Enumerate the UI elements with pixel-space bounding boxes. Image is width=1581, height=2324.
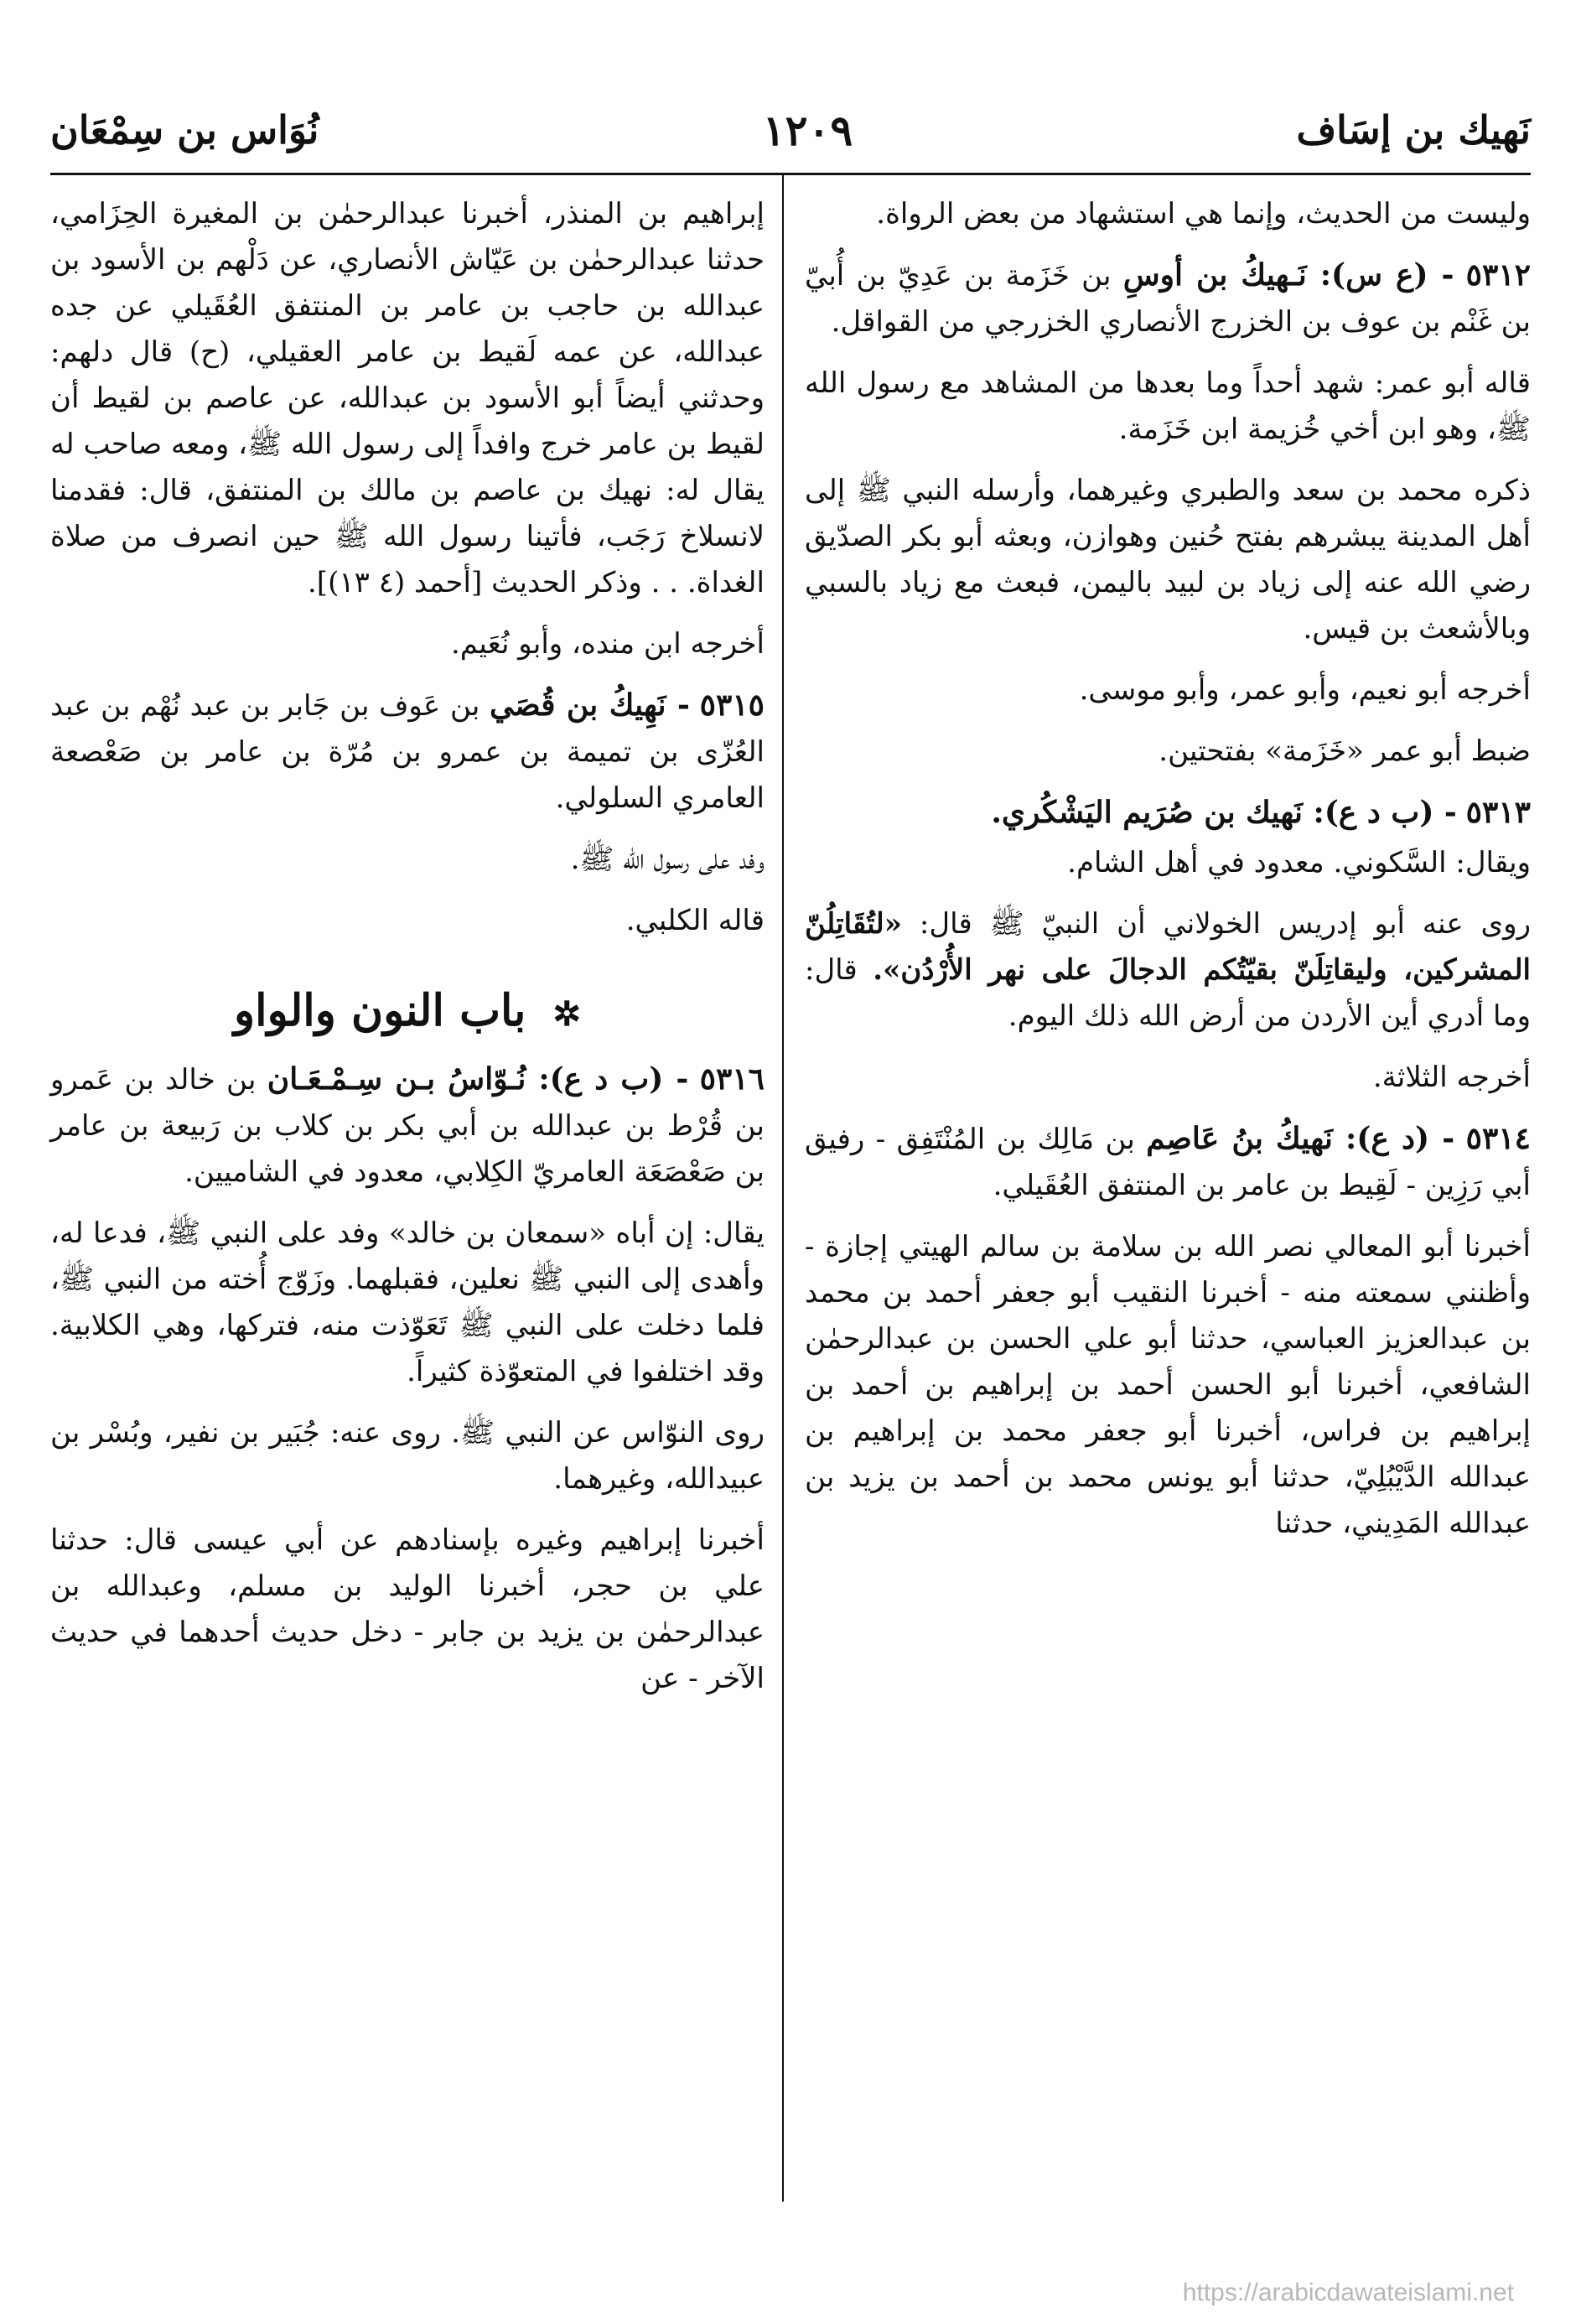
paragraph: وليست من الحديث، وإنما هي استشهاد من بعض الرواة. <box>876 197 1531 231</box>
left-column <box>50 191 765 1717</box>
paragraph: أخبرنا أبو المعالي نصر الله بن سلامة بن سالم الهيتي إجازة - وأظنني سمعته منه - أخبرنا النقيب أبو جعفر أحمد بن محمد بن عبدالعزيز العباسي، حدثنا أبو علي الحسن بن عبدالرحمٰن الشافعي، أخبرنا أبو الحسن أحمد بن إبراهيم بن أحمد بن إبراهيم بن فراس، أخبرنا أبو جعفر محمد بن إبراهيم بن عبدالله الدَّيْبُلِيّ، حدثنا أبو يونس محمد بن أحمد بن يزيد بن عبدالله المَدِيني، حدثنا <box>805 1230 1531 1540</box>
hadith-rest: قال: وما أدري أين الأردن من أرض الله ذلك اليوم. <box>805 953 1531 1033</box>
paragraph: يقال: إن أباه «سمعان بن خالد» وفد على النبي ﷺ، فدعا له، وأهدى إلى النبي ﷺ نعلين، فقبلهما. وزَوّج أُخته من النبي ﷺ، فلما دخلت على النبي ﷺ تَعَوّذت منه، فتركها، وهي الكلابية. وقد اختلفوا في المتعوّذة كثيراً. <box>50 1216 765 1388</box>
paragraph: روى النوّاس عن النبي ﷺ. روى عنه: جُبَير بن نفير، وبُسْر بن عبيدالله، وغيرهما. <box>50 1416 765 1496</box>
hadith-intro: روى عنه أبو إدريس الخولاني أن النبيّ ﷺ قال: <box>919 907 1531 941</box>
entry-title: - (د ع): نَهيكُ بنُ عَاصِم <box>1146 1121 1455 1156</box>
header-rule <box>50 173 1531 175</box>
entry-title: - (ع س): نَـهيكُ بن أوسِ <box>1122 257 1454 293</box>
entry-5316 <box>50 1056 765 1196</box>
entry-text: بن خَزَمة بن عَدِيّ بن أُبيّ بن غَنْم بن عوف بن الخزرج الأنصاري الخزرجي من القواقل. <box>805 259 1531 339</box>
section-heading <box>50 978 765 1048</box>
paragraph: وفد على رسول الله ﷺ. <box>570 843 765 876</box>
entry-5315 <box>50 682 765 822</box>
entry-title: - نَهِيكُ بن قُصَي <box>490 687 690 723</box>
paragraph: قاله الكلبي. <box>625 904 765 937</box>
entry-title: - (ب د ع): نَهيك بن صُرَيم اليَشْكُري. <box>991 795 1457 830</box>
running-header <box>50 92 1531 168</box>
paragraph: أخرجه أبو نعيم، وأبو عمر، وأبو موسى. <box>1079 673 1531 707</box>
entry-number: ٥٣١٤ <box>1465 1121 1531 1156</box>
entry-5312 <box>805 252 1531 345</box>
entry-text: ويقال: السَّكوني. معدود في أهل الشام. <box>1067 846 1531 879</box>
page-number: ١٢٠٩ <box>762 105 853 155</box>
paragraph: ضبط أبو عمر «خَزَمة» بفتحتين. <box>1159 734 1531 768</box>
header-right-title: نَهيك بن إسَاف <box>1296 107 1531 153</box>
entry-title: - (ب د ع): نُـوّاسُ بـن سِـمْـعَـان <box>267 1061 689 1097</box>
hadith-quote: «لتُقَاتِلُنّ المشركين، وليقاتِلَنّ بقيّتُكم الدجالَ على نهر الأُرْدُن». <box>805 907 1531 987</box>
hadith-paragraph <box>805 901 1531 1040</box>
paragraph: ذكره محمد بن سعد والطبري وغيرهما، وأرسله النبي ﷺ إلى أهل المدينة يبشرهم بفتح حُنين وهوازن، وبعثه أبو بكر الصدّيق رضي الله عنه إلى زياد بن لبيد باليمن، فبعث مع زياد بالسبي وبالأشعث بن قيس. <box>805 474 1531 646</box>
watermark-url: https://arabicdawateislami.net <box>1182 2279 1514 2306</box>
column-divider <box>782 173 784 2202</box>
paragraph: أخبرنا إبراهيم وغيره بإسنادهم عن أبي عيسى قال: حدثنا علي بن حجر، أخبرنا الوليد بن مسلم، وعبدالله بن عبدالرحمٰن بن يزيد بن جابر - دخل حديث أحدهما في حديث الآخر - عن <box>50 1523 765 1695</box>
paragraph: قاله أبو عمر: شهد أحداً وما بعدها من المشاهد مع رسول الله ﷺ، وهو ابن أخي خُزيمة ابن خَزَمة. <box>805 366 1532 446</box>
entry-text: بن عَوف بن جَابر بن عبد نُهْم بن عبد العُزّى بن تميمة بن عمرو بن مُرّة بن عامر بن صَعْصعة العامري السلولي. <box>50 689 765 815</box>
entry-5314 <box>805 1116 1531 1209</box>
entry-number: ٥٣١٣ <box>1465 795 1531 830</box>
star-ornament-icon: ✲ <box>552 994 581 1034</box>
paragraph: أخرجه الثلاثة. <box>1372 1061 1531 1094</box>
entry-number: ٥٣١٢ <box>1465 257 1531 293</box>
entry-text: بن مَالِك بن المُنْتَفِق - رفيق أبي رَزِين - لَقِيط بن عامر بن المنتفق العُقَيلي. <box>805 1123 1531 1202</box>
right-column <box>805 191 1531 1562</box>
entry-number: ٥٣١٥ <box>699 687 765 723</box>
entry-number: ٥٣١٦ <box>699 1061 765 1097</box>
header-left-title: نُوَاس بن سِمْعَان <box>50 107 319 153</box>
entry-text: بن خالد بن عَمرو بن قُرْط بن عبدالله بن أبي بكر بن كلاب بن رَبيعة بن عامر بن صَعْصَعَة العامريّ الكِلابي، معدود في الشاميين. <box>50 1063 765 1189</box>
section-title: باب النون والواو <box>234 985 526 1036</box>
paragraph: أخرجه ابن منده، وأبو نُعَيم. <box>450 627 765 661</box>
entry-5313 <box>805 790 1531 837</box>
paragraph: إبراهيم بن المنذر، أخبرنا عبدالرحمٰن بن المغيرة الحِزَامي، حدثنا عبدالرحمٰن بن عَيّاش الأنصاري، عن دَلْهم بن الأسود بن عبدالله بن حاجب بن عامر بن المنتفق العُقَيلي عن جده عبدالله، عن عمه لَقيط بن عامر العقيلي، (ح) قال دلهم: وحدثني أيضاً أبو الأسود بن عبدالله، عن عاصم بن لقيط أن لقيط بن عامر خرج وافداً إلى رسول الله ﷺ، ومعه صاحب له يقال له: نهيك بن عاصم بن مالك بن المنتفق، قال: فقدمنا لانسلاخ رَجَب، فأتينا رسول الله ﷺ حين انصرف من صلاة الغداة. . . وذكر الحديث [أحمد (٤ ١٣)]. <box>50 197 765 599</box>
